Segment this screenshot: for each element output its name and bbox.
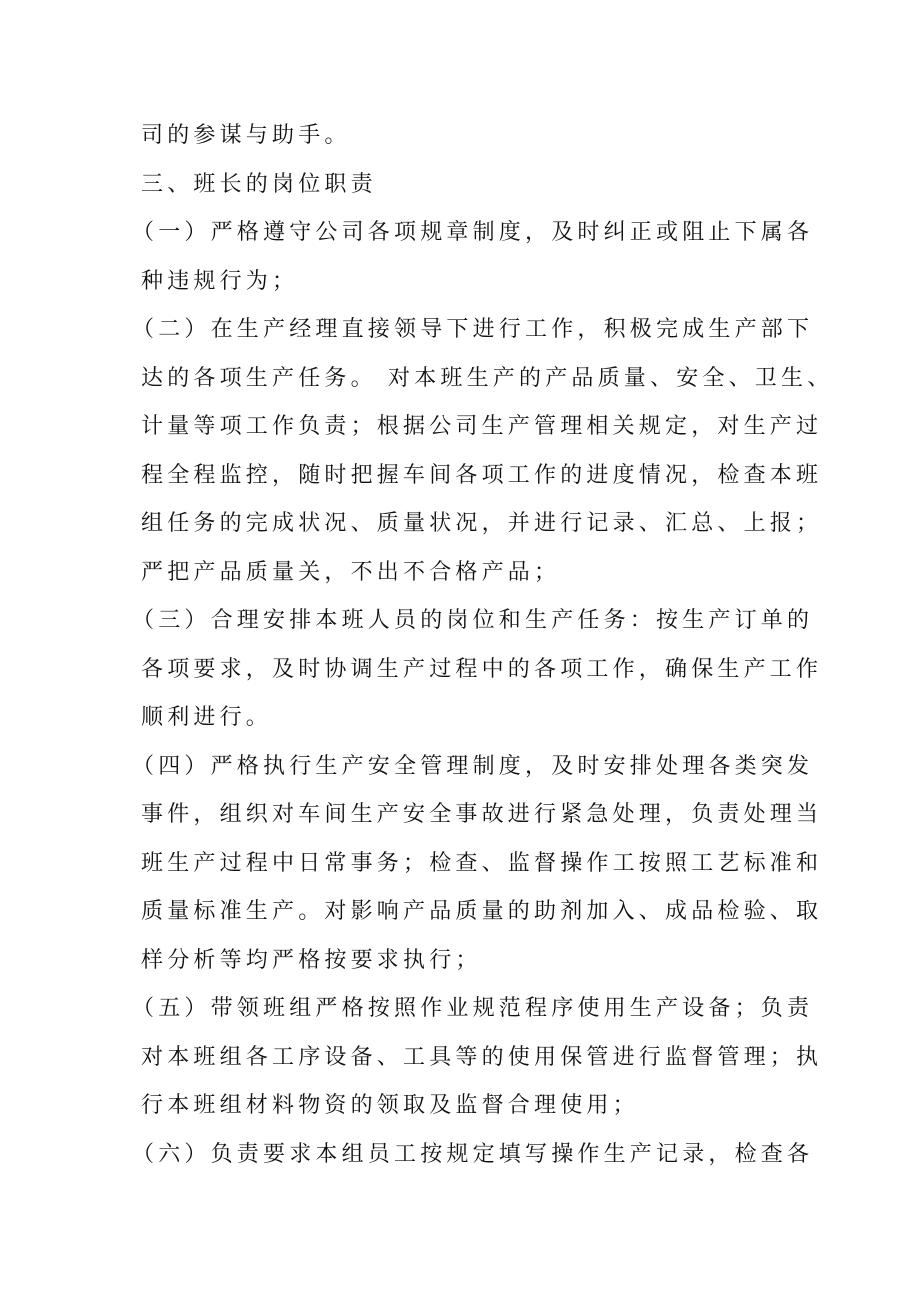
- item-5-line-1: （五）带领班组严格按照作业规范程序使用生产设备；负责: [132, 996, 814, 1021]
- section-heading: 三、班长的岗位职责: [141, 171, 377, 197]
- item-5-line-3: 行本班组材料物资的领取及监督合理使用；: [141, 1093, 639, 1118]
- item-2-line-3: 计量等项工作负责；根据公司生产管理相关规定，对生产过: [141, 414, 823, 439]
- item-2-line-4: 程全程监控，随时把握车间各项工作的进度情况，检查本班: [141, 462, 823, 488]
- document-body: [132, 112, 834, 1179]
- item-6-line-1: （六）负责要求本组员工按规定填写操作生产记录，检查各: [132, 1141, 814, 1167]
- item-2-line-1: （二）在生产经理直接领导下进行工作，积极完成生产部下: [132, 317, 814, 342]
- item-5-line-2: 对本班组各工序设备、工具等的使用保管进行监督管理；执: [141, 1044, 823, 1070]
- item-2-line-2: 达的各项生产任务。 对本班生产的产品质量、安全、卫生、: [141, 365, 834, 391]
- item-4-line-3: 班生产过程中日常事务；检查、监督操作工按照工艺标准和: [141, 850, 823, 876]
- item-1-line-2: 种违规行为；: [141, 268, 299, 294]
- text-line-1: 司的参谋与助手。: [141, 123, 351, 148]
- item-4-line-2: 事件，组织对车间生产安全事故进行紧急处理，负责处理当: [141, 802, 823, 827]
- item-2-line-6: 严把产品质量关，不出不合格产品；: [141, 559, 561, 585]
- item-4-line-4: 质量标准生产。对影响产品质量的助剂加入、成品检验、取: [141, 899, 823, 924]
- item-3-line-1: （三）合理安排本班人员的岗位和生产任务：按生产订单的: [132, 608, 814, 633]
- item-2-line-5: 组任务的完成状况、质量状况，并进行记录、汇总、上报；: [141, 511, 823, 536]
- item-3-line-2: 各项要求，及时协调生产过程中的各项工作，确保生产工作: [141, 656, 823, 682]
- item-1-line-1: （一）严格遵守公司各项规章制度，及时纠正或阻止下属各: [132, 220, 814, 245]
- item-4-line-5: 样分析等均严格按要求执行；: [141, 947, 482, 973]
- item-4-line-1: （四）严格执行生产安全管理制度，及时安排处理各类突发: [132, 753, 814, 779]
- item-3-line-3: 顺利进行。: [141, 705, 273, 730]
